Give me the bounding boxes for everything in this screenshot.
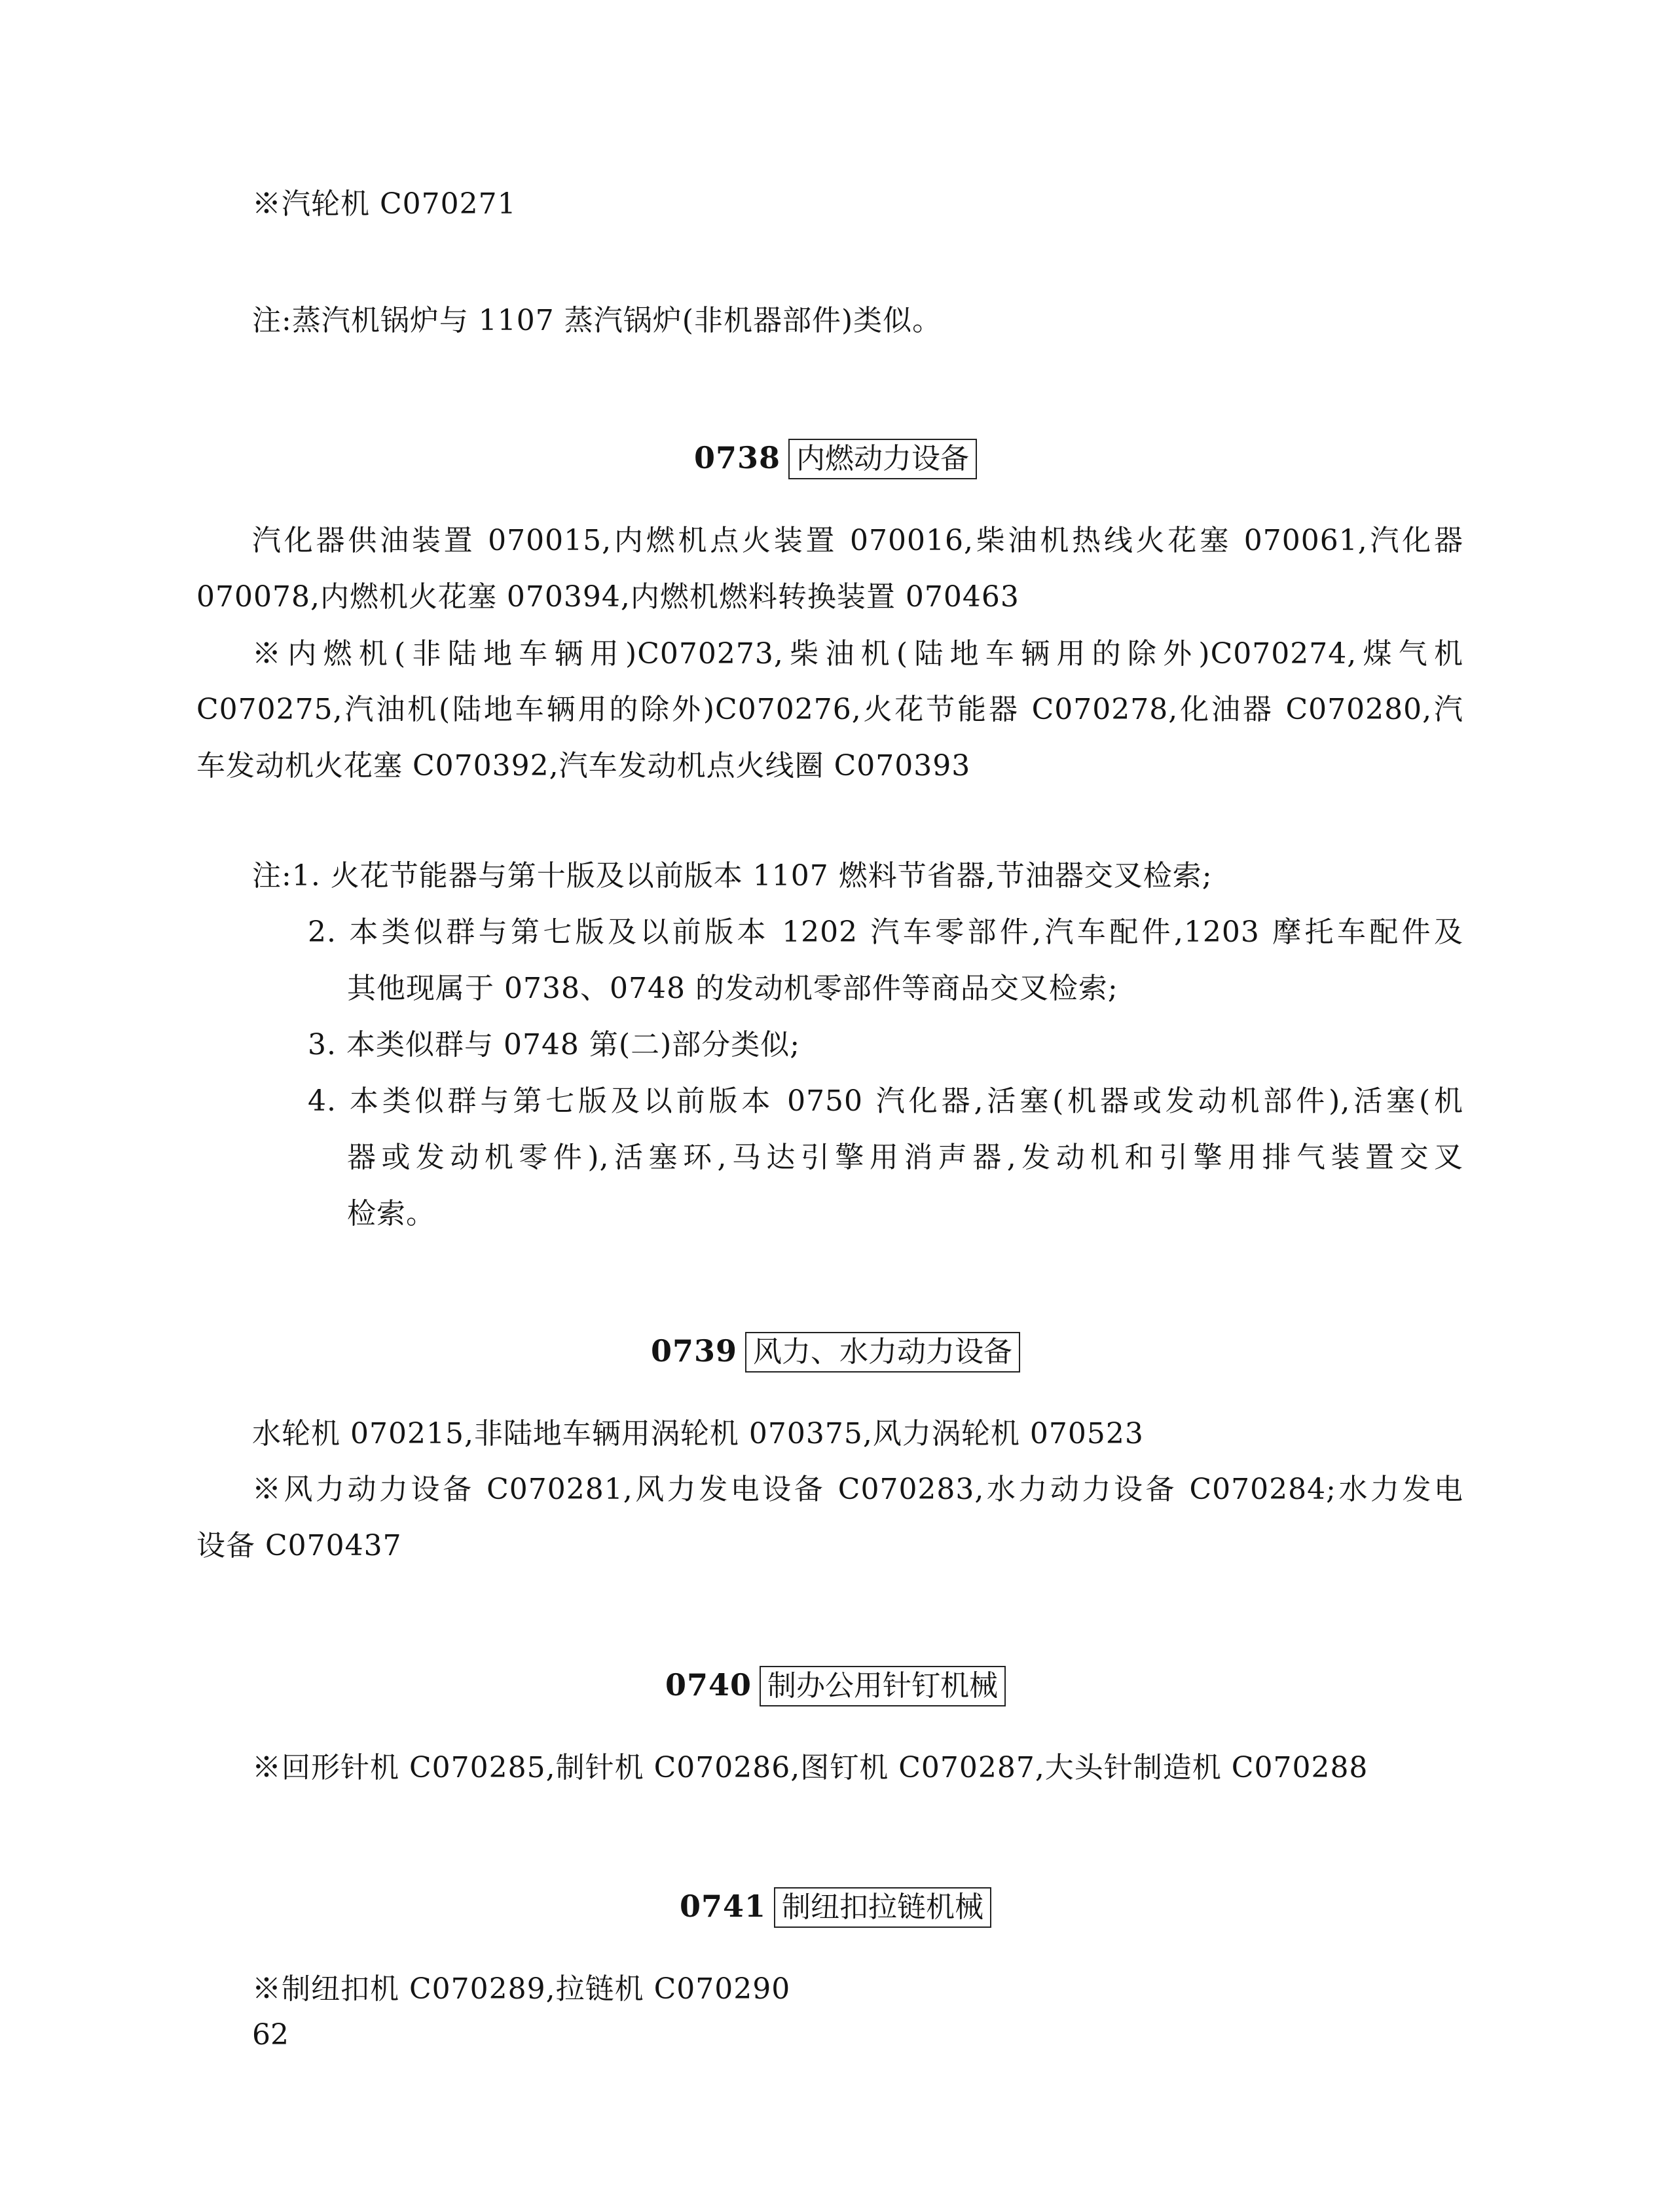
text-line: 汽化器供油装置 070015,内燃机点火装置 070016,柴油机热线火花塞 070061,汽化器 [252,524,1463,557]
text-line: 车发动机火花塞 C070392,汽车发动机点火线圈 C070393 [196,749,971,783]
note-item: 检索。 [347,1197,435,1230]
section-heading-0738 [0,437,1671,479]
class-code: 0741 [679,1889,767,1924]
item-line: ※汽轮机 C070271 [252,187,517,221]
note-item: 其他现属于 0738、0748 的发动机零部件等商品交叉检索; [347,972,1118,1005]
class-code: 0738 [693,440,781,475]
note-item: 注:1. 火花节能器与第十版及以前版本 1107 燃料节省器,节油器交叉检索; [252,859,1213,893]
class-title-box: 制办公用针钉机械 [760,1666,1006,1706]
class-code: 0739 [650,1333,738,1369]
text-line: ※内燃机(非陆地车辆用)C070273,柴油机(陆地车辆用的除外)C070274,煤气机 [252,637,1463,671]
section-heading-0739 [0,1331,1671,1373]
class-title-box: 风力、水力动力设备 [745,1332,1020,1373]
text-line: ※制纽扣机 C070289,拉链机 C070290 [252,1972,791,2006]
note-item: 4. 本类似群与第七版及以前版本 0750 汽化器,活塞(机器或发动机部件),活塞(机 [308,1084,1463,1118]
text-line: 070078,内燃机火花塞 070394,内燃机燃料转换装置 070463 [196,580,1019,614]
note-line: 注:蒸汽机锅炉与 1107 蒸汽锅炉(非机器部件)类似。 [252,304,942,337]
text-line: 水轮机 070215,非陆地车辆用涡轮机 070375,风力涡轮机 070523 [252,1417,1144,1450]
note-item: 2. 本类似群与第七版及以前版本 1202 汽车零部件,汽车配件,1203 摩托车配件及 [308,915,1463,949]
text-line: C070275,汽油机(陆地车辆用的除外)C070276,火花节能器 C070278,化油器 C070280,汽 [196,693,1463,726]
text-line: ※风力动力设备 C070281,风力发电设备 C070283,水力动力设备 C070284;水力发电 [252,1473,1463,1506]
note-item: 3. 本类似群与 0748 第(二)部分类似; [308,1028,801,1061]
text-line: ※回形针机 C070285,制针机 C070286,图钉机 C070287,大头针制造机 C070288 [252,1751,1368,1784]
note-item: 器或发动机零件),活塞环,马达引擎用消声器,发动机和引擎用排气装置交叉 [347,1141,1463,1174]
section-heading-0740 [0,1665,1671,1706]
class-code: 0740 [665,1667,752,1703]
class-title-box: 制纽扣拉链机械 [774,1887,991,1928]
section-heading-0741 [0,1886,1671,1928]
text-line: 设备 C070437 [196,1529,402,1562]
class-title-box: 内燃动力设备 [788,439,977,479]
page-number: 62 [252,2018,289,2052]
